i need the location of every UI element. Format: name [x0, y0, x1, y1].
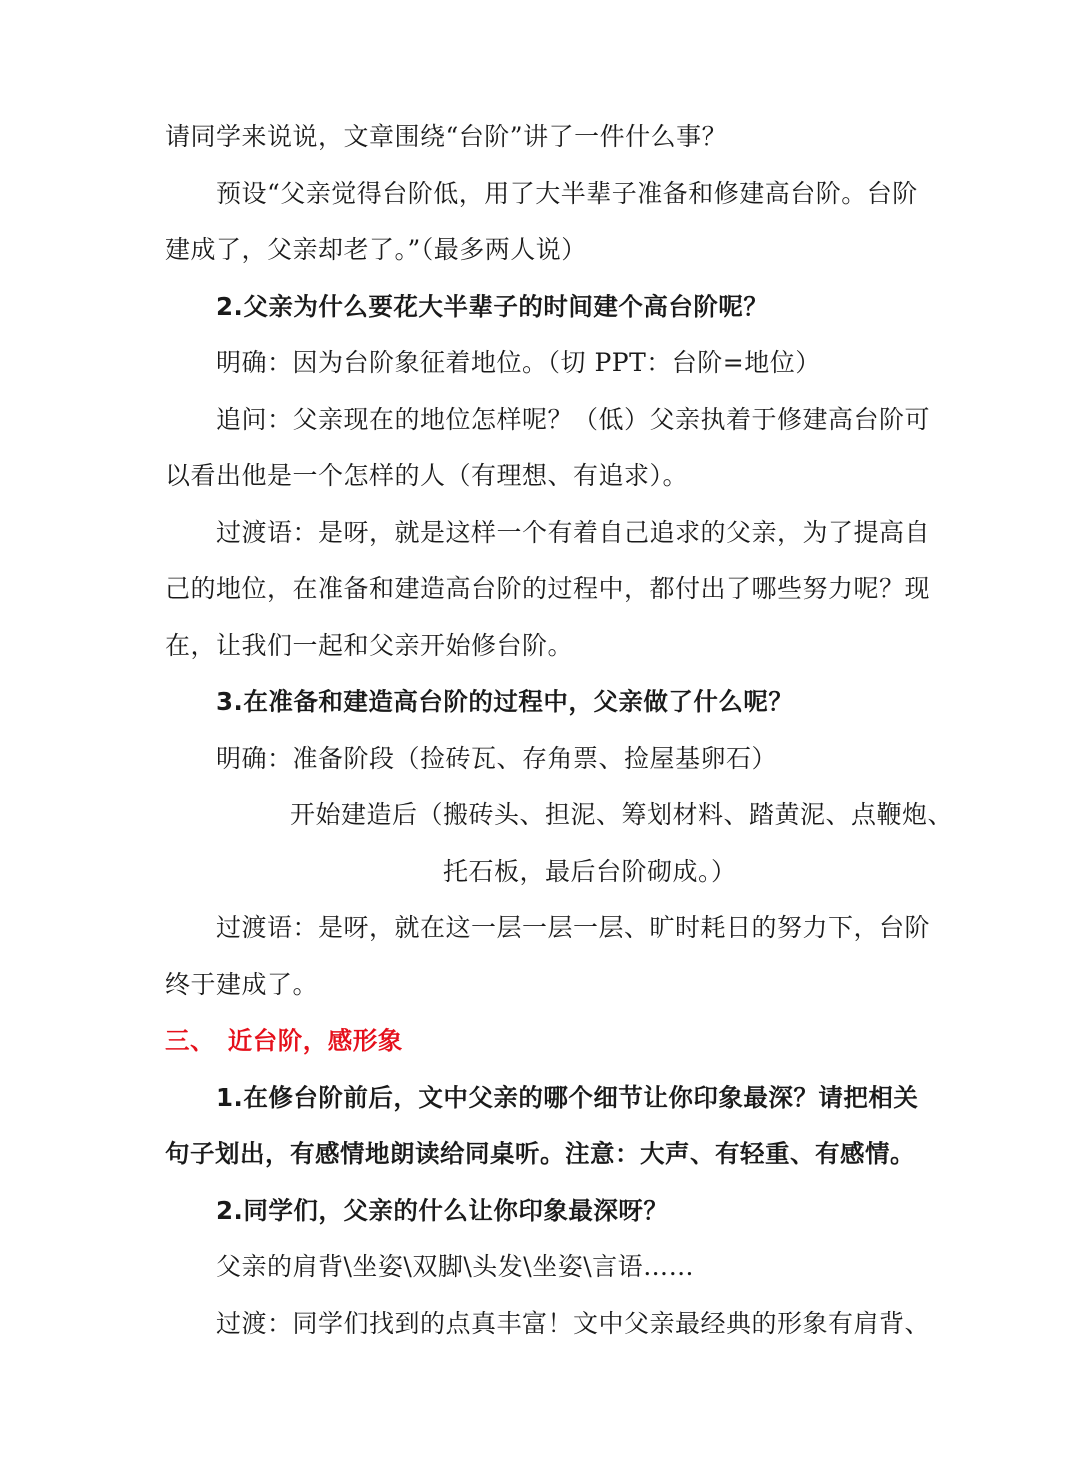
preset-answer-line-2: 建成了，父亲却老了。”（最多两人说） — [165, 235, 587, 264]
task-1-line-2: 句子划出，有感情地朗读给同桌听。注意：大声、有轻重、有感情。 — [165, 1139, 915, 1168]
question-2-heading: 2.父亲为什么要花大半辈子的时间建个高台阶呢？ — [216, 292, 769, 321]
transition-line-1: 过渡语：是呀，就是这样一个有着自己追求的父亲，为了提高自 — [216, 518, 931, 547]
transition-2-line-1: 过渡语：是呀，就在这一层一层一层、旷时耗日的努力下，台阶 — [216, 913, 931, 942]
answer-list: 父亲的肩背\坐姿\双脚\头发\坐姿\言语…… — [216, 1252, 695, 1281]
clarify-text: 明确：因为台阶象征着地位。（切 PPT：台阶=地位） — [216, 348, 821, 377]
section-heading: 三、 近台阶，感形象 — [165, 1026, 403, 1055]
clarify-build-stage-line-2: 托石板，最后台阶砌成。） — [443, 857, 737, 886]
clarify-build-stage-line-1: 开始建造后（搬砖头、担泥、筹划材料、踏黄泥、点鞭炮、 — [290, 800, 954, 829]
question-3-heading: 3.在准备和建造高台阶的过程中，父亲做了什么呢？ — [216, 687, 794, 716]
follow-up-line-1: 追问：父亲现在的地位怎样呢？（低）父亲执着于修建高台阶可 — [216, 405, 931, 434]
transition-3-line: 过渡：同学们找到的点真丰富！文中父亲最经典的形象有肩背、 — [216, 1309, 931, 1338]
transition-line-3: 在，让我们一起和父亲开始修台阶。 — [165, 631, 574, 660]
preset-answer-line-1: 预设“父亲觉得台阶低，用了大半辈子准备和修建高台阶。台阶 — [216, 179, 918, 208]
task-1-line-1: 1.在修台阶前后，文中父亲的哪个细节让你印象最深？请把相关 — [216, 1083, 919, 1112]
follow-up-line-2: 以看出他是一个怎样的人（有理想、有追求）。 — [165, 461, 689, 490]
clarify-prep-stage: 明确：准备阶段（捡砖瓦、存角票、捡屋基卵石） — [216, 744, 778, 773]
question-text: 请同学来说说，文章围绕“台阶”讲了一件什么事？ — [165, 122, 728, 151]
transition-2-line-2: 终于建成了。 — [165, 970, 319, 999]
task-2-heading: 2.同学们，父亲的什么让你印象最深呀？ — [216, 1196, 669, 1225]
transition-line-2: 己的地位，在准备和建造高台阶的过程中，都付出了哪些努力呢？现 — [165, 574, 931, 603]
